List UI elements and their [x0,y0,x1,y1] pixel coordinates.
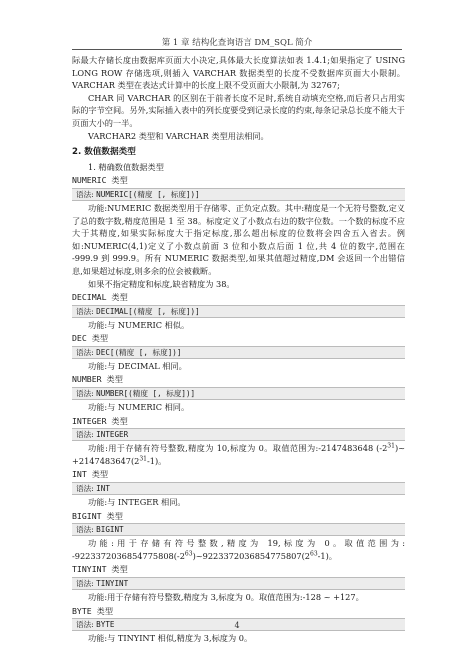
paragraph-varchar2: VARCHAR2 类型和 VARCHAR 类型用法相同。 [88,130,269,141]
syntax-code: BYTE [96,620,115,630]
description-decimal: 功能:与 NUMERIC 相似。 [88,319,190,330]
type-title-numeric: NUMERIC 类型 [72,175,128,186]
syntax-code: DECIMAL[(精度 [, 标度])] [96,306,200,316]
syntax-box-number [72,387,405,400]
type-title-integer: INTEGER 类型 [72,415,128,426]
syntax-code: TINYINT [96,579,129,588]
description-bigint [72,537,405,562]
syntax-code: INTEGER [96,430,129,440]
syntax-label: 语法: [76,484,94,494]
syntax-box-numeric [72,188,405,201]
note-default-precision: 如果不指定精度和标度,缺省精度为 38。 [88,278,235,289]
syntax-label: 语法: [76,347,94,357]
paragraph-varchar-length: 际最大存储长度由数据库页面大小决定,具体最大长度算法如表 1.4.1;如果指定了 USING LONG ROW 存储选项,则插入 VARCHAR 数据类型的长度不受数据库页面大小限制。VARCHAR 类型在表达式计算中的长度上限不受页面大小限制,为 32767; [72,55,405,91]
syntax-box-integer [72,428,405,441]
type-title-decimal: DECIMAL 类型 [72,292,128,303]
page-content [72,54,405,645]
description-byte: 功能:与 TINYINT 相似,精度为 3,标度为 0。 [88,633,253,644]
syntax-label: 语法: [76,389,94,399]
description-integer [72,442,405,467]
syntax-code: BIGINT [96,525,124,535]
type-title-number: NUMBER 类型 [72,374,123,385]
description-bigint-line2: $-9223372036854775808(-2^{63})\sim 9223372036854775807(2^{63}-1)$。 [72,550,337,561]
header-divider [72,49,402,50]
type-title-byte: BYTE 类型 [72,605,114,616]
type-title-bigint: BIGINT 类型 [72,510,123,521]
syntax-box-bigint [72,523,405,536]
type-title-int: INT 类型 [72,469,109,480]
description-int: 功能:与 INTEGER 相同。 [88,497,186,508]
description-dec: 功能:与 DECIMAL 相同。 [88,360,187,371]
syntax-label: 语法: [76,525,94,535]
description-numeric: 功能:NUMERIC 数据类型用于存储零、正负定点数。其中:精度是一个无符号整数,定义了总的数字数,精度范围是 1 至 38。标度定义了小数点右边的数字位数。一个数的标度不应大于其精度,如果实际标度大于指定标度,那么超出标度的位数将会四舍五入省去。例如:NUMERIC(4,1)定义了小数点前面 3 位和小数点后面 1 位,共 4 位的数字,范围在 -999.9 到 999.9。所有 NUMERIC 数据类型,如果其值超过精度,DM 会返回一个出错信息,如果超过标度,则多余的位会被截断。 [72,202,405,276]
page-header: 第 1 章 结构化查询语言 DM_SQL 简介 [161,38,313,48]
syntax-label: 语法: [76,620,94,630]
syntax-label: 语法: [76,306,94,316]
syntax-label: 语法: [76,189,94,199]
type-title-tinyint: TINYINT 类型 [72,564,128,575]
syntax-code: NUMBER[(精度 [, 标度])] [96,389,196,399]
description-integer-line1: 功能:用于存储有符号整数,精度为 10,标度为 0。取值范围为:-2147483648 [88,443,374,454]
syntax-code: INT [96,484,110,494]
syntax-code: DEC[(精度 [, 标度])] [96,347,182,357]
syntax-box-decimal [72,305,405,318]
subsection-heading-exact-numeric: 1. 精确数值数据类型 [88,161,164,172]
description-number: 功能:与 NUMERIC 相同。 [88,402,190,413]
description-integer-line2: $(-2^{31})\sim +2147483647(2^{31}-1)$。 [72,442,405,466]
paragraph-char-vs-varchar: CHAR 同 VARCHAR 的区别在于前者长度不足时,系统自动填充空格,而后者只占用实际的字节空间。另外,实际插入表中的列长度要受到记录长度的约束,每条记录总长度不能大于页面大小的一半。 [72,92,405,128]
type-title-dec: DEC 类型 [72,333,109,344]
syntax-box-tinyint [72,577,405,590]
syntax-label: 语法: [76,430,94,440]
syntax-box-int [72,482,405,495]
section-heading-numeric-types: 2. 数值数据类型 [72,147,136,158]
syntax-label: 语法: [76,579,94,588]
description-bigint-line1: 功能:用于存储有符号整数,精度为 19,标度为 0。取值范围为: [88,538,405,549]
page-number: 4 [234,621,240,630]
syntax-box-dec [72,346,405,359]
syntax-code: NUMERIC[(精度 [, 标度])] [96,189,200,199]
description-tinyint: 功能:用于存储有符号整数,精度为 3,标度为 0。取值范围为:-128 ~ +127。 [88,592,364,602]
